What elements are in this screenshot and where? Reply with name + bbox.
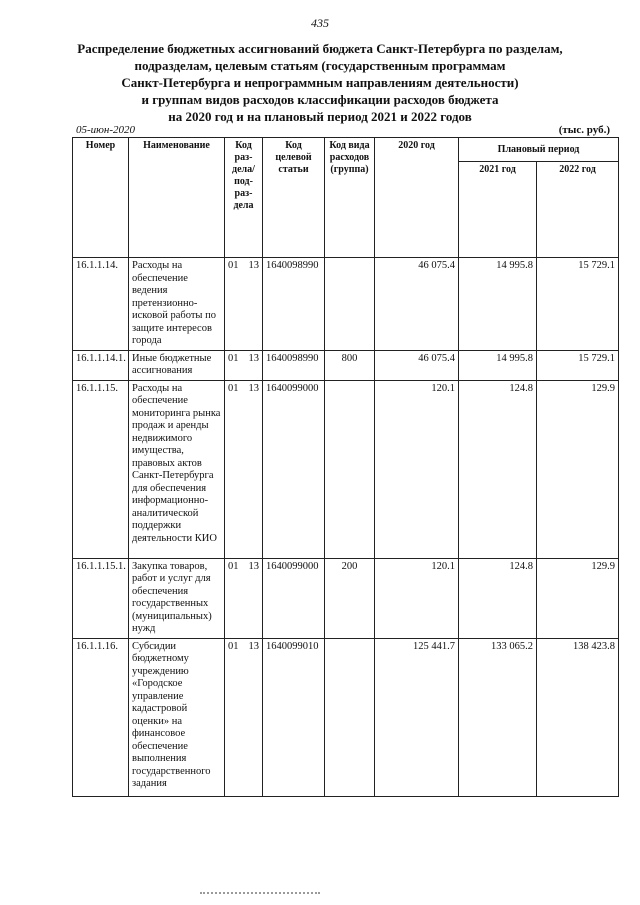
razdel: 01 bbox=[228, 260, 239, 271]
header-section-code: Код раз-дела/ под-раз-дела bbox=[225, 138, 263, 258]
row-name: Субсидии бюджетному учреждению «Городское управление кадастровой оценки» на финансовое обеспечение выполнения государственного задания bbox=[129, 638, 225, 796]
row-section-code bbox=[225, 638, 263, 796]
podrazdel: 13 bbox=[248, 640, 259, 652]
table-row bbox=[73, 558, 619, 638]
page-number: 435 bbox=[311, 16, 329, 30]
row-target-code: 1640098990 bbox=[263, 350, 325, 380]
units-label: (тыс. руб.) bbox=[558, 124, 610, 136]
row-2022-value: 129.9 bbox=[537, 558, 619, 638]
row-expense-code bbox=[325, 380, 375, 558]
row-2022-value: 15 729.1 bbox=[537, 350, 619, 380]
row-number: 16.1.1.15. bbox=[73, 380, 129, 558]
row-target-code: 1640099010 bbox=[263, 638, 325, 796]
header-target-code: Код целевой статьи bbox=[263, 138, 325, 258]
title-line: Распределение бюджетных ассигнований бюджета Санкт-Петербурга по разделам, bbox=[77, 41, 563, 56]
row-2022-value: 15 729.1 bbox=[537, 258, 619, 351]
row-expense-code bbox=[325, 258, 375, 351]
header-number: Номер bbox=[73, 138, 129, 258]
razdel: 01 bbox=[228, 560, 239, 572]
podrazdel: 13 bbox=[248, 352, 259, 364]
row-2021-value: 14 995.8 bbox=[459, 350, 537, 380]
row-2020-value: 120.1 bbox=[375, 558, 459, 638]
table-row bbox=[73, 350, 619, 380]
row-2021-value: 124.8 bbox=[459, 558, 537, 638]
row-section-code bbox=[225, 558, 263, 638]
table-row bbox=[73, 258, 619, 351]
row-expense-code bbox=[325, 638, 375, 796]
row-target-code: 1640099000 bbox=[263, 380, 325, 558]
row-2021-value: 14 995.8 bbox=[459, 258, 537, 351]
row-section-code bbox=[225, 258, 263, 351]
row-2021-value: 133 065.2 bbox=[459, 638, 537, 796]
title-line: Санкт-Петербурга и непрограммным направлениям деятельности) bbox=[121, 75, 519, 90]
title-line: и группам видов расходов классификации расходов бюджета bbox=[141, 92, 499, 107]
row-2020-value: 46 075.4 bbox=[375, 350, 459, 380]
header-expense-code: Код вида расходов (группа) bbox=[325, 138, 375, 258]
row-name: Иные бюджетные ассигнования bbox=[129, 350, 225, 380]
row-2020-value: 120.1 bbox=[375, 380, 459, 558]
row-number: 16.1.1.14.1. bbox=[73, 350, 129, 380]
row-expense-code: 800 bbox=[325, 350, 375, 380]
row-2021-value: 124.8 bbox=[459, 380, 537, 558]
table-row bbox=[73, 380, 619, 558]
row-2020-value: 125 441.7 bbox=[375, 638, 459, 796]
row-number: 16.1.1.15.1. bbox=[73, 558, 129, 638]
podrazdel: 13 bbox=[248, 382, 259, 394]
razdel: 01 bbox=[228, 640, 239, 652]
razdel: 01 bbox=[228, 382, 239, 394]
row-name: Закупка товаров, работ и услуг для обеспечения государственных (муниципальных) нужд bbox=[129, 558, 225, 638]
row-2020-value: 46 075.4 bbox=[375, 258, 459, 351]
bottom-mark bbox=[200, 892, 320, 897]
razdel: 01 bbox=[228, 352, 239, 364]
row-name: Расходы на обеспечение мониторинга рынка продаж и аренды недвижимого имущества, правовых актов Санкт-Петербурга для обеспечения информационно-аналитической поддержки деятельности КИО bbox=[129, 380, 225, 558]
document-title bbox=[60, 40, 580, 125]
header-name: Наименование bbox=[129, 138, 225, 258]
row-number: 16.1.1.14. bbox=[73, 258, 129, 351]
header-plan-period: Плановый период bbox=[459, 138, 619, 162]
row-name: Расходы на обеспечение ведения претензионно-исковой работы по защите интересов города bbox=[129, 258, 225, 351]
row-target-code: 1640099000 bbox=[263, 558, 325, 638]
row-section-code bbox=[225, 380, 263, 558]
header-2021: 2021 год bbox=[459, 162, 537, 258]
podrazdel: 13 bbox=[248, 560, 259, 572]
row-2022-value: 129.9 bbox=[537, 380, 619, 558]
header-2020: 2020 год bbox=[375, 138, 459, 258]
table-row bbox=[73, 638, 619, 796]
header-2022: 2022 год bbox=[537, 162, 619, 258]
budget-table bbox=[72, 137, 619, 797]
row-2022-value: 138 423.8 bbox=[537, 638, 619, 796]
row-number: 16.1.1.16. bbox=[73, 638, 129, 796]
row-target-code: 1640098990 bbox=[263, 258, 325, 351]
date-stamp: 05-июн-2020 bbox=[76, 124, 136, 136]
row-section-code bbox=[225, 350, 263, 380]
title-line: подразделам, целевым статьям (государственным программам bbox=[134, 58, 506, 73]
podrazdel: 13 bbox=[248, 260, 259, 271]
title-line: на 2020 год и на плановый период 2021 и 2022 годов bbox=[168, 109, 472, 124]
row-expense-code: 200 bbox=[325, 558, 375, 638]
